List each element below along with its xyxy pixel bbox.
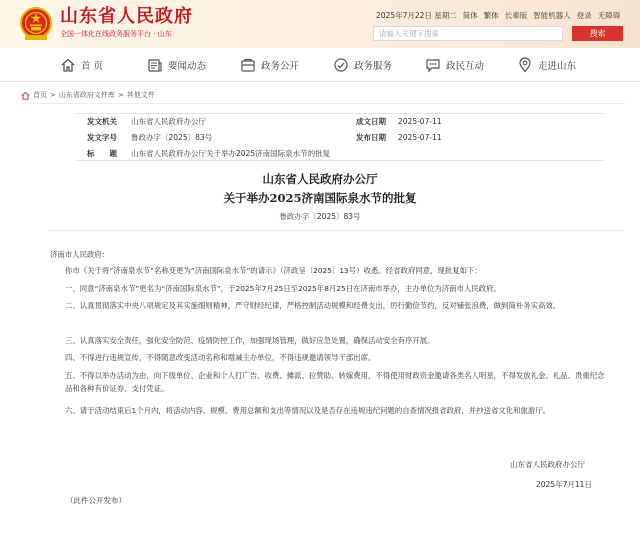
breadcrumb: [21, 90, 155, 100]
document-info-table: [76, 113, 604, 161]
site-header: [0, 0, 640, 48]
national-emblem-icon[interactable]: [19, 6, 53, 42]
info-row: [76, 114, 604, 130]
breadcrumb-separator: >: [117, 91, 124, 99]
link-robot[interactable]: 智能机器人: [533, 11, 571, 20]
paragraph: 你市《关于将“济南泉水节”名称变更为“济南国际泉水节”的请示》（济政呈〔2025〕13号）收悉。经省政府同意，现批复如下：: [65, 266, 482, 275]
search-input[interactable]: 请输入关键字搜索: [373, 26, 563, 41]
current-date: 2025年7月22日 星期二: [376, 11, 457, 20]
top-links: [376, 11, 620, 21]
service-icon: [333, 57, 349, 73]
nav-about-shandong[interactable]: [517, 56, 576, 74]
paragraph: 六、请于活动结束后1个月内，将活动内容、规模、费用总额和支出等情况以及是否存在违规违纪问题的自查情况报省政府，并抄送省文化和旅游厅。: [65, 406, 551, 415]
breadcrumb-home[interactable]: 首页: [33, 91, 47, 99]
news-icon: [147, 57, 163, 73]
published-label: 发布日期: [356, 133, 386, 142]
title-label: 标 题: [87, 149, 117, 158]
nav-home[interactable]: [60, 56, 103, 74]
site-title[interactable]: 山东省人民政府: [60, 6, 193, 27]
main-nav: [0, 48, 640, 82]
issuer-value: 山东省人民政府办公厅: [131, 117, 206, 126]
nav-label: 走进山东: [538, 61, 577, 72]
nav-label: 要闻动态: [168, 61, 207, 72]
addressee: 济南市人民政府：: [50, 250, 110, 259]
home-icon: [21, 91, 30, 100]
document-title-line2: 关于举办2025济南国际泉水节的批复: [223, 191, 417, 205]
issuer-label: 发文机关: [87, 117, 117, 126]
nav-interaction[interactable]: [425, 56, 484, 74]
breadcrumb-current[interactable]: 其他文件: [126, 91, 155, 99]
site-subtitle: 全国一体化在线政务服务平台 · 山东: [60, 30, 172, 38]
link-accessibility[interactable]: 无障碍: [597, 11, 621, 20]
signature: 山东省人民政府办公厅: [510, 460, 585, 469]
created-value: 2025-07-11: [398, 117, 442, 126]
document-number: 鲁政办字〔2025〕83号: [279, 212, 361, 221]
paragraph: 四、不得进行违规宣传，不得随意改变活动名称和增减主办单位，不得违规邀请领导干部出席。: [65, 353, 376, 362]
info-row: [76, 130, 604, 146]
location-icon: [517, 57, 533, 73]
nav-label: 政民互动: [446, 61, 485, 72]
created-label: 成文日期: [356, 117, 386, 126]
search-button[interactable]: 搜索: [572, 26, 623, 41]
sign-date: 2025年7月11日: [536, 480, 592, 489]
paragraph: 一、同意“济南泉水节”更名为“济南国际泉水节”，于2025年7月25日至2025年8月25日在济南市举办，主办单位为济南市人民政府。: [65, 284, 501, 293]
breadcrumb-library[interactable]: 山东省政府文件库: [58, 91, 115, 99]
nav-services[interactable]: [333, 56, 392, 74]
publication-note: （此件公开发布）: [66, 496, 126, 505]
link-elder-mode[interactable]: 长辈版: [504, 11, 528, 20]
nav-label: 政务公开: [261, 61, 300, 72]
divider: [48, 230, 624, 231]
paragraph: 五、不得以举办活动为由，向下级单位、企业和个人打广告、收费、摊派、拉赞助、转嫁费用，不得使用财政资金邀请各类名人明星，不得发放礼金、礼品、贵重纪念品和各种有价证券、支付凭证。: [65, 371, 605, 393]
home-icon: [60, 57, 76, 73]
divider: [21, 103, 625, 104]
number-value: 鲁政办字〔2025〕83号: [131, 133, 213, 142]
link-login[interactable]: 登录: [576, 11, 592, 20]
published-value: 2025-07-11: [398, 133, 442, 142]
link-traditional[interactable]: 繁体: [483, 11, 499, 20]
title-value: 山东省人民政府办公厅关于举办2025济南国际泉水节的批复: [131, 149, 331, 158]
info-row: [76, 146, 604, 162]
breadcrumb-separator: >: [50, 91, 56, 99]
nav-open-affairs[interactable]: [240, 56, 299, 74]
nav-news[interactable]: [147, 56, 206, 74]
nav-label: 首 页: [81, 61, 104, 72]
nav-label: 政务服务: [354, 61, 393, 72]
document-title-line1: 山东省人民政府办公厅: [262, 172, 378, 186]
chat-icon: [425, 57, 441, 73]
folder-icon: [240, 57, 256, 73]
link-simplified[interactable]: 简体: [462, 11, 478, 20]
number-label: 发文字号: [87, 133, 117, 142]
paragraph: 三、认真落实安全责任，强化安全防范、疫情防控工作，加强现场管理，做好应急处置，确保活动安全有序开展。: [65, 336, 435, 345]
paragraph: 二、认真贯彻落实中央八项规定及其实施细则精神，严守财经纪律，严格控制活动规模和经费支出，厉行勤俭节约，反对铺张浪费，做到简朴务实高效。: [65, 301, 561, 310]
